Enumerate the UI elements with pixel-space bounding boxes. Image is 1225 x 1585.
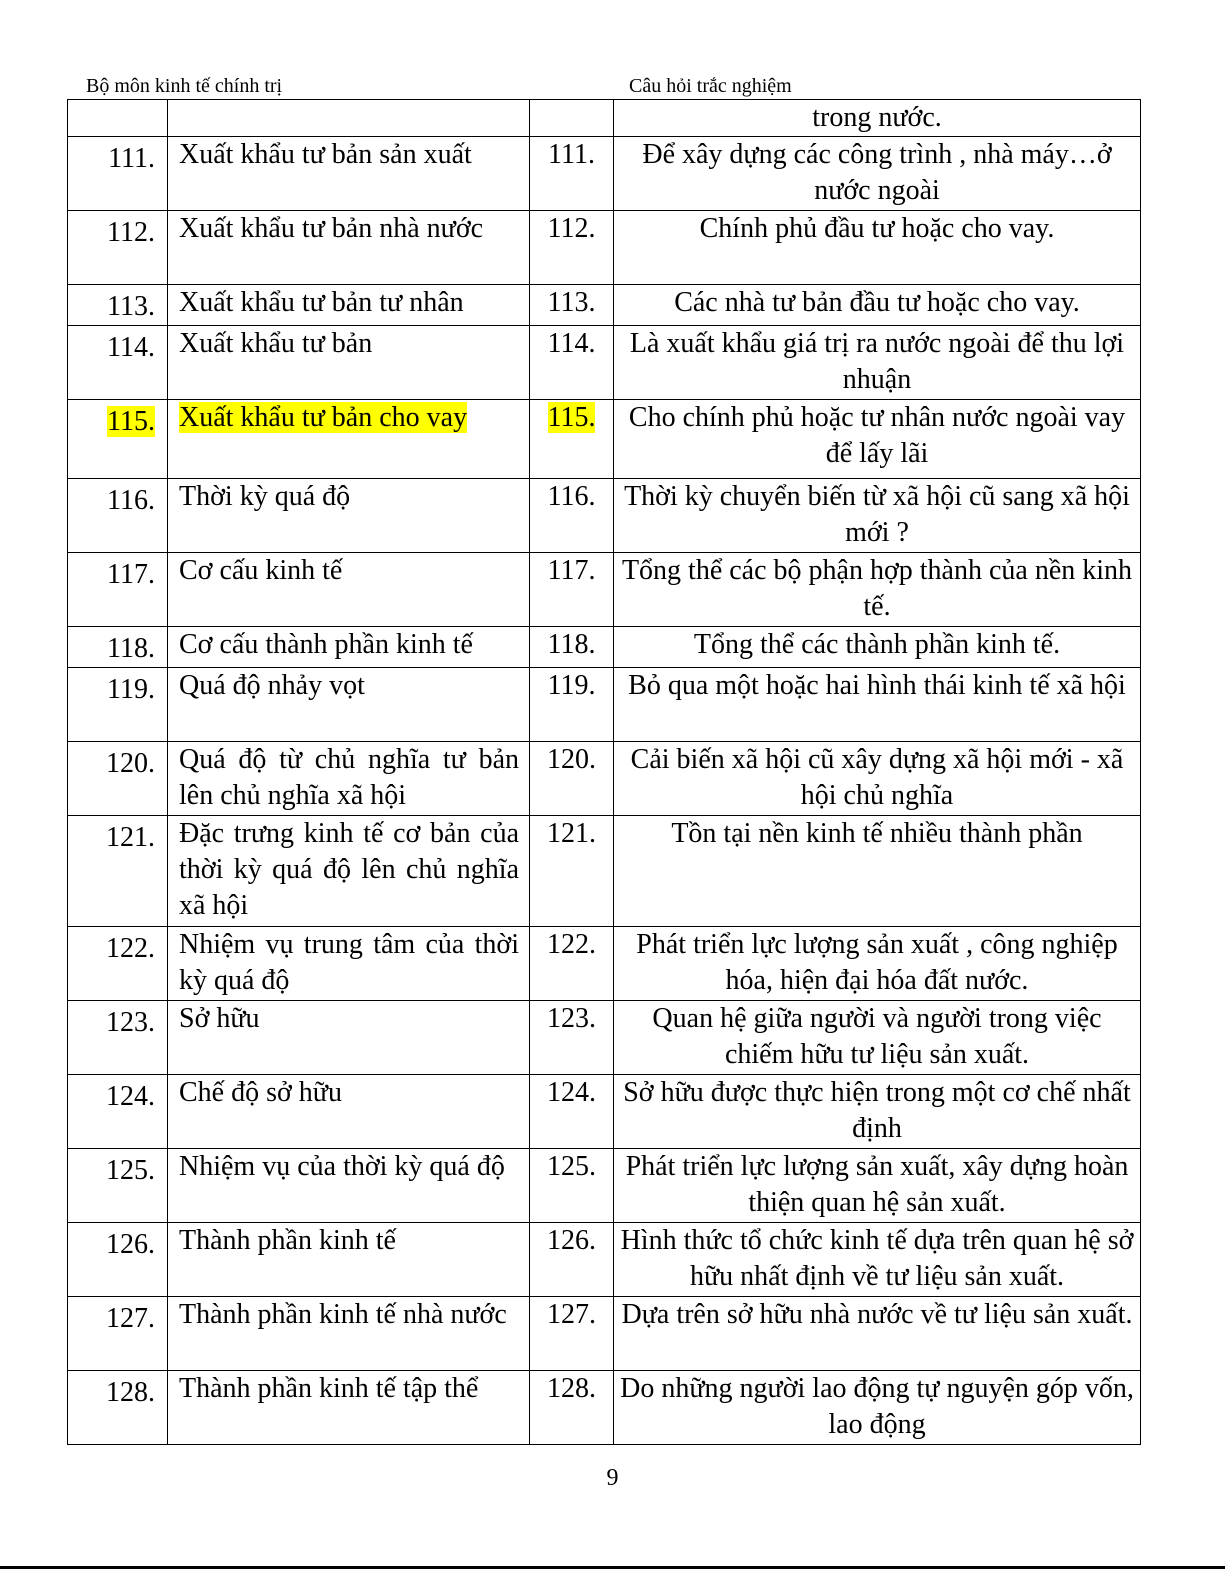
- answer-number: 116.: [530, 479, 614, 553]
- definition-cell: Cho chính phủ hoặc tư nhân nước ngoài vay để lấy lãi: [614, 400, 1141, 479]
- definition-cell: Chính phủ đầu tư hoặc cho vay.: [614, 211, 1141, 285]
- answer-number: 128.: [530, 1371, 614, 1445]
- row-number: 112.: [68, 211, 168, 285]
- term-cell: [168, 400, 530, 479]
- row-number: 114.: [68, 326, 168, 400]
- row-number: 126.: [68, 1223, 168, 1297]
- definition-cell: Tồn tại nền kinh tế nhiều thành phần: [614, 816, 1141, 927]
- cell-empty: [168, 100, 530, 137]
- definition-cell: Thời kỳ chuyển biến từ xã hội cũ sang xã hội mới ?: [614, 479, 1141, 553]
- answer-number: 113.: [530, 285, 614, 326]
- table-row: [68, 1075, 1141, 1149]
- term-cell: Xuất khẩu tư bản: [168, 326, 530, 400]
- definition-cell: Để xây dựng các công trình , nhà máy…ở nước ngoài: [614, 137, 1141, 211]
- header-left: Bộ môn kinh tế chính trị: [86, 75, 283, 97]
- table-row: [68, 742, 1141, 816]
- page-number: 9: [606, 1465, 619, 1491]
- definition-cell: Là xuất khẩu giá trị ra nước ngoài để thu lợi nhuận: [614, 326, 1141, 400]
- table-row: [68, 137, 1141, 211]
- term-cell: Xuất khẩu tư bản sản xuất: [168, 137, 530, 211]
- term-cell: Thành phần kinh tế tập thể: [168, 1371, 530, 1445]
- table-row: [68, 816, 1141, 927]
- answer-number: 121.: [530, 816, 614, 927]
- cell-empty: [530, 100, 614, 137]
- row-number: 124.: [68, 1075, 168, 1149]
- term-cell: Cơ cấu kinh tế: [168, 553, 530, 627]
- answer-number: 124.: [530, 1075, 614, 1149]
- row-number: 121.: [68, 816, 168, 927]
- row-number: [68, 400, 168, 479]
- definition-cell: Hình thức tổ chức kinh tế dựa trên quan hệ sở hữu nhất định về tư liệu sản xuất.: [614, 1223, 1141, 1297]
- term-cell: Thành phần kinh tế nhà nước: [168, 1297, 530, 1371]
- definition-cell: Sở hữu được thực hiện trong một cơ chế nhất định: [614, 1075, 1141, 1149]
- row-number: 120.: [68, 742, 168, 816]
- term-cell: Sở hữu: [168, 1001, 530, 1075]
- answer-number: 117.: [530, 553, 614, 627]
- definition-cell: Tổng thể các bộ phận hợp thành của nền kinh tế.: [614, 553, 1141, 627]
- table-row-continuation: [68, 100, 1141, 137]
- term-cell: Chế độ sở hữu: [168, 1075, 530, 1149]
- term-cell: Đặc trưng kinh tế cơ bản của thời kỳ quá độ lên chủ nghĩa xã hội: [168, 816, 530, 927]
- answer-number: 125.: [530, 1149, 614, 1223]
- term-cell: Thời kỳ quá độ: [168, 479, 530, 553]
- term-cell: Thành phần kinh tế: [168, 1223, 530, 1297]
- row-number: 123.: [68, 1001, 168, 1075]
- table-row: [68, 326, 1141, 400]
- definition-cell: Do những người lao động tự nguyện góp vốn, lao động: [614, 1371, 1141, 1445]
- table-row: [68, 1001, 1141, 1075]
- bottom-rule: [0, 1566, 1225, 1569]
- header-right: Câu hỏi trắc nghiệm: [629, 75, 792, 97]
- table-row-highlighted: [68, 400, 1141, 479]
- answer-number: 126.: [530, 1223, 614, 1297]
- table-row: [68, 1371, 1141, 1445]
- row-number: 125.: [68, 1149, 168, 1223]
- answer-number: 112.: [530, 211, 614, 285]
- answer-number: 123.: [530, 1001, 614, 1075]
- table-row: [68, 285, 1141, 326]
- answer-number: 118.: [530, 627, 614, 668]
- row-number: 118.: [68, 627, 168, 668]
- term-cell: Nhiệm vụ của thời kỳ quá độ: [168, 1149, 530, 1223]
- answer-number: [530, 400, 614, 479]
- table-row: [68, 1223, 1141, 1297]
- definition-cell: Tổng thể các thành phần kinh tế.: [614, 627, 1141, 668]
- answer-number: 111.: [530, 137, 614, 211]
- answer-number: 127.: [530, 1297, 614, 1371]
- row-number: 117.: [68, 553, 168, 627]
- table-row: [68, 1297, 1141, 1371]
- table-row: [68, 553, 1141, 627]
- cell-empty: [68, 100, 168, 137]
- definition-cell: Phát triển lực lượng sản xuất, xây dựng hoàn thiện quan hệ sản xuất.: [614, 1149, 1141, 1223]
- term-cell: Quá độ nhảy vọt: [168, 668, 530, 742]
- answer-number: 122.: [530, 927, 614, 1001]
- row-number: 127.: [68, 1297, 168, 1371]
- term-cell: Nhiệm vụ trung tâm của thời kỳ quá độ: [168, 927, 530, 1001]
- row-number: 119.: [68, 668, 168, 742]
- row-number: 111.: [68, 137, 168, 211]
- definition-cell: Các nhà tư bản đầu tư hoặc cho vay.: [614, 285, 1141, 326]
- definition-cell: Quan hệ giữa người và người trong việc chiếm hữu tư liệu sản xuất.: [614, 1001, 1141, 1075]
- table-row: [68, 1149, 1141, 1223]
- term-cell: Xuất khẩu tư bản nhà nước: [168, 211, 530, 285]
- definition-cell: Cải biến xã hội cũ xây dựng xã hội mới - xã hội chủ nghĩa: [614, 742, 1141, 816]
- highlight: 115.: [547, 402, 596, 433]
- table-row: [68, 927, 1141, 1001]
- definition-cell: Bỏ qua một hoặc hai hình thái kinh tế xã hội: [614, 668, 1141, 742]
- highlight: 115.: [107, 406, 155, 437]
- answer-number: 120.: [530, 742, 614, 816]
- answer-number: 119.: [530, 668, 614, 742]
- definition-cell: trong nước.: [614, 100, 1141, 137]
- row-number: 128.: [68, 1371, 168, 1445]
- table-row: [68, 211, 1141, 285]
- table-row: [68, 668, 1141, 742]
- qa-table: [67, 99, 1141, 1445]
- row-number: 116.: [68, 479, 168, 553]
- highlight: Xuất khẩu tư bản cho vay: [179, 402, 468, 433]
- definition-cell: Phát triển lực lượng sản xuất , công nghiệp hóa, hiện đại hóa đất nước.: [614, 927, 1141, 1001]
- table-row: [68, 479, 1141, 553]
- row-number: 113.: [68, 285, 168, 326]
- answer-number: 114.: [530, 326, 614, 400]
- table-row: [68, 627, 1141, 668]
- term-cell: Cơ cấu thành phần kinh tế: [168, 627, 530, 668]
- definition-cell: Dựa trên sở hữu nhà nước về tư liệu sản xuất.: [614, 1297, 1141, 1371]
- term-cell: Quá độ từ chủ nghĩa tư bản lên chủ nghĩa xã hội: [168, 742, 530, 816]
- row-number: 122.: [68, 927, 168, 1001]
- term-cell: Xuất khẩu tư bản tư nhân: [168, 285, 530, 326]
